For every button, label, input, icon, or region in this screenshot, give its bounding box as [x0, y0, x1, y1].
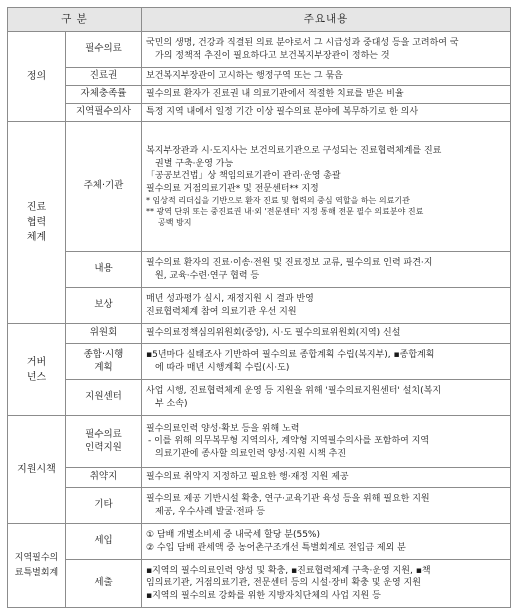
sub-essential-medicine: 필수의료 [66, 32, 142, 68]
sub-underserved-area: 취약지 [66, 468, 142, 488]
content-line: 필수의료 제공 기반시설 확충, 연구·교육기관 육성 등을 위해 필요한 지원 [146, 494, 430, 504]
table-row [8, 524, 511, 560]
content-line: - 이를 위해 의무복무형 지역의사, 계약형 지역필수의사를 포함하여 지역 [148, 436, 430, 447]
table-row [8, 104, 511, 122]
content-line: 임의료기관, 거점의료기관, 전문센터 등의 시설·장비 확충 및 운영 지원 [146, 578, 421, 589]
category-line: 협력 [26, 217, 47, 228]
content-cell [142, 416, 511, 468]
content-line: ② 수입 담배 관세액 중 농어촌구조개선 특별회계로 전입금 제외 분 [146, 542, 406, 553]
content-line: 가의 정책적 추진이 필요하다고 보건복지부장관이 정하는 것 [155, 50, 390, 61]
content-cell [142, 324, 511, 344]
content-line: 매년 성과평가 실시, 재정지원 시 결과 반영 [146, 294, 314, 304]
content-line: 필수의료인력 양성·확보 등을 위해 노력 [146, 423, 300, 434]
content-line: 보건복지부장관이 고시하는 행정구역 또는 그 묶음 [146, 71, 343, 82]
content-line: 필수의료 취약지 지정하고 필요한 행·재정 지원 제공 [146, 472, 349, 483]
content-cell [142, 344, 511, 380]
content-cell [142, 288, 511, 324]
category-line: 료특별회계 [14, 567, 59, 578]
content-cell [142, 488, 511, 524]
content-cell [142, 68, 511, 86]
sub-actors-institutions: 주체·기관 [66, 122, 142, 252]
content-line: ▪5년마다 실태조사 기반하여 필수의료 종합계획 수립(복지부), ▪종합계획 [146, 350, 435, 360]
header-content: 주요내용 [142, 8, 511, 32]
content-cell [142, 468, 511, 488]
sub-compensation: 보상 [66, 288, 142, 324]
content-line: 복지부장관과 시·도지사는 보건의료기관으로 구성되는 진료협력체계를 진료 [146, 146, 442, 156]
category-line: 지역필수의 [14, 552, 59, 563]
content-line: 의료기관에 종사할 의료인력 양성·지원 시책 추진 [155, 448, 347, 459]
content-line: 특정 지역 내에서 일정 기간 이상 필수의료 분야에 복무하기로 한 의사 [146, 107, 419, 118]
table-row [8, 324, 511, 344]
category-line: 넌스 [26, 371, 47, 383]
content-cell [142, 252, 511, 288]
content-line: 「공공보건법」상 책임의료기관이 관리·운영 총괄 [146, 171, 341, 181]
content-line: 부 소속) [155, 398, 188, 409]
sub-workforce-support [66, 416, 142, 468]
content-line: ▪지역의 필수의료인력 양성 및 확충, ▪진료협력체계 구축·운영 지원, ▪책 [146, 565, 431, 576]
content-line: 에 따라 매년 시행계획 수립(시·도) [155, 362, 290, 373]
table-row [8, 86, 511, 104]
sub-line: 필수의료 [85, 429, 122, 440]
category-support-policy: 지원시책 [8, 416, 66, 524]
table-row [8, 32, 511, 68]
content-line: ① 담배 개별소비세 중 내국세 할당 분(55%) [146, 530, 320, 540]
sub-regional-doctor: 지역필수의사 [66, 104, 142, 122]
content-line: 진료협력체계 참여 의료기관 우선 지원 [146, 306, 297, 317]
table-row [8, 68, 511, 86]
content-line: 필수의료정책심의위원회(중앙), 시·도 필수의료위원회(지역) 신설 [146, 328, 401, 339]
footnote-line: 공백 방지 [158, 218, 192, 227]
table-row [8, 288, 511, 324]
header-category: 구 분 [8, 8, 142, 32]
table-row [8, 122, 511, 252]
category-line: 진료 [26, 202, 47, 213]
content-cell [142, 524, 511, 560]
sub-support-center: 지원센터 [66, 380, 142, 416]
category-definition: 정의 [8, 32, 66, 122]
category-line: 체계 [26, 232, 47, 243]
content-line: 필수의료 환자가 진료권 내 의료기관에서 적절한 치료를 받은 비율 [146, 89, 404, 100]
sub-master-plan [66, 344, 142, 380]
policy-table-container [7, 7, 510, 601]
category-special-account [8, 524, 66, 608]
sub-self-sufficiency: 자체충족률 [66, 86, 142, 104]
content-line: 원, 교육·수련·연구 협력 등 [155, 270, 260, 281]
content-line: 사업 시행, 진료협력체계 운영 등 지원을 위해 '필수의료지원센터' 설치(복지 [146, 386, 442, 396]
sub-line: 계획 [94, 361, 113, 373]
sub-care-region: 진료권 [66, 68, 142, 86]
content-line: 필수의료 거점의료기관* 및 전문센터** 지정 [146, 183, 319, 194]
content-cell [142, 380, 511, 416]
category-governance [8, 324, 66, 416]
footnote-line: ** 광역 단위 또는 중진료권 내·외 '전문센터' 지정 통해 전문 필수 의료분야 진료 [146, 207, 424, 216]
content-cell [142, 560, 511, 608]
footnote-line: * 임상적 리더십을 기반으로 환자 진료 및 협력의 중심 역할을 하는 의료기관 [146, 196, 410, 205]
table-header-row [8, 8, 511, 32]
table-row [8, 560, 511, 608]
content-line: 권별 구축·운영 가능 [155, 158, 234, 169]
table-row [8, 468, 511, 488]
category-care-cooperation [8, 122, 66, 324]
table-row [8, 488, 511, 524]
sub-line: 인력지원 [85, 441, 122, 453]
content-cell [142, 32, 511, 68]
content-line: 제공, 우수사례 발굴·전파 등 [155, 506, 265, 517]
content-cell [142, 122, 511, 252]
category-line: 거버 [26, 356, 47, 368]
table-row [8, 344, 511, 380]
policy-summary-table [7, 7, 511, 608]
sub-expenditure: 세출 [66, 560, 142, 608]
sub-other: 기타 [66, 488, 142, 524]
table-row [8, 416, 511, 468]
sub-revenue: 세입 [66, 524, 142, 560]
sub-contents: 내용 [66, 252, 142, 288]
content-line: ▪지역의 필수의료 강화를 위한 지방자치단체의 사업 지원 등 [146, 590, 381, 601]
table-row [8, 252, 511, 288]
content-line: 필수의료 환자의 진료·이송·전원 및 진료정보 교류, 필수의료 인력 파견·지 [146, 258, 433, 268]
sub-committee: 위원회 [66, 324, 142, 344]
content-cell [142, 104, 511, 122]
table-row [8, 380, 511, 416]
content-line: 국민의 생명, 건강과 직결된 의료 분야로서 그 시급성과 중대성 등을 고려하여 국 [146, 38, 459, 48]
sub-line: 종합·시행 [83, 349, 124, 360]
content-cell [142, 86, 511, 104]
